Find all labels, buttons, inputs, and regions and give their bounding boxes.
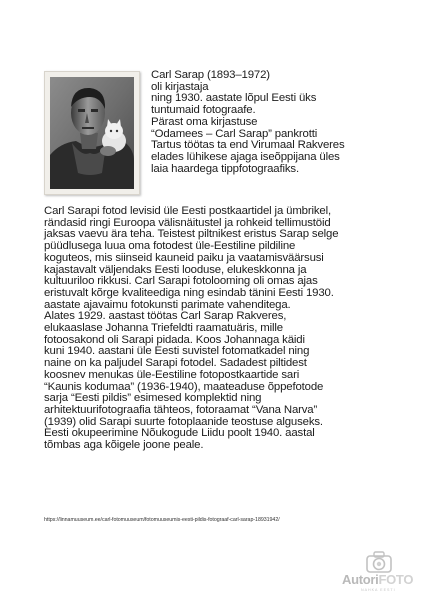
- intro-line: “Odamees – Carl Sarap” pankrotti: [151, 127, 318, 140]
- body-line: püüdlusega luua oma fotodest üle-Eestiline pildiline: [44, 240, 296, 253]
- intro-line: elades lühikese ajaga iseõppijana üles: [151, 150, 340, 163]
- body-line: “Kaunis kodumaa” (1936-1940), maateaduse õppefotode: [44, 380, 324, 393]
- body-line: fotoosakond oli Sarapi pidada. Koos Johannaga käidi: [44, 333, 305, 346]
- intro-line: Pärast oma kirjastuse: [151, 115, 258, 128]
- intro-line: Tartus töötas ta end Virumaal Rakveres: [151, 139, 345, 152]
- body-line: Alates 1929. aastast töötas Carl Sarap Rakveres,: [44, 310, 287, 323]
- intro-line-name: Carl Sarap (1893–1972): [151, 69, 270, 81]
- intro-line: tuntumaid fotograafe.: [151, 104, 256, 117]
- body-line: arhitektuurifotograafia tähteos, fotoraamat “Vana Narva”: [44, 403, 318, 416]
- body-line: koosnev menukas üle-Eestiline fotopostkaartide sari: [44, 368, 300, 381]
- logo-tagline: NAHKA EESTI: [361, 588, 396, 592]
- intro-line: laia haardega tippfotograafiks.: [151, 162, 299, 175]
- body-line: kuni 1940. aastani üle Eesti suvistel fotomatkadel ning: [44, 345, 310, 358]
- body-line: kajastavalt väljendaks Eesti looduse, elukeskkonna ja: [44, 263, 307, 276]
- logo-word-autori: Autori: [342, 572, 379, 587]
- source-link[interactable]: https://linnamuuseum.ee/carl-fotomuuseum/fotomuuseumis-eesti-pildis-fotograaf-carl-sarap-18931942/: [44, 517, 280, 523]
- camera-icon: [364, 550, 394, 574]
- biography-paragraph: [44, 206, 404, 452]
- body-line: sarja “Eesti pildis” esimesed komplektid ning: [44, 392, 262, 405]
- body-line: eristuvalt kõrge kvaliteediga ning esindab tänini Eesti 1930.: [44, 286, 334, 299]
- autorifoto-logo: [342, 550, 422, 596]
- portrait-photo: [44, 71, 140, 195]
- intro-line: oli kirjastaja: [151, 80, 209, 93]
- body-line: rändasid ringi Euroopa välisnäitustel ja rohkeid tellimustöid: [44, 216, 331, 229]
- intro-line: ning 1930. aastate lõpul Eesti üks: [151, 92, 317, 105]
- intro-text: [151, 70, 416, 175]
- body-line: Eesti okupeerimine Nõukogude Liidu poolt 1940. aastal: [44, 427, 315, 440]
- body-line: (1939) olid Sarapi suurte fotoplaanide teostuse alguseks.: [44, 415, 323, 428]
- body-line: naine on ka paljudel Sarapi fotodel. Sadadest piltidest: [44, 357, 307, 370]
- body-line: jaksas vaevu ära teha. Teistest piltnikest eristus Sarap selge: [44, 228, 339, 241]
- body-line: aastate ajavaimu fotokunsti parimate vahenditega.: [44, 298, 291, 311]
- body-line: koguteos, mis siinseid kauneid paiku ja vaatamisväärsusi: [44, 251, 324, 264]
- body-line: elukaaslase Johanna Triefeldti raamatuäris, mille: [44, 322, 283, 335]
- logo-word-foto: FOTO: [378, 572, 414, 587]
- logo-wordmark: [342, 572, 413, 587]
- body-line: tõmbas aga kõigele joone peale.: [44, 439, 204, 452]
- body-line: Carl Sarapi fotod levisid üle Eesti postkaartidel ja ümbrikel,: [44, 205, 331, 217]
- portrait-image: [50, 77, 134, 189]
- body-line: kultuuriloo rikkusi. Carl Sarapi fotolooming oli omas ajas: [44, 275, 318, 288]
